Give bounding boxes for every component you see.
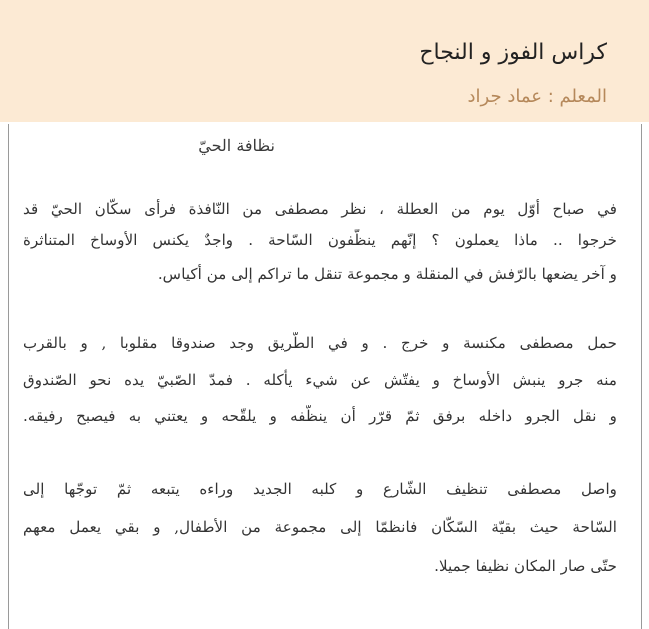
paragraph-1-line-3: و آخر يضعها بالرّفش في المنقلة و مجموعة تنقل ما تراكم إلى من أكياس.: [157, 265, 617, 283]
paragraph-2-line-3: و نقل الجرو داخله برفق ثمّ قرّر أن ينظّفه و يلقّحه و يعتني به فيصبح رفيقه.: [23, 407, 617, 425]
paragraph-2-line-2: منه جرو ينبش الأوساخ و يفتّش عن شيء يأكله . فمدّ الصّبيّ يده نحو الصّندوق: [23, 371, 617, 389]
paragraph-1-line-2: خرجوا .. ماذا يعملون ؟ إنّهم ينظّفون السّاحة . واجدٌ يكنس الأوساخ المتناثرة: [23, 231, 617, 249]
header-banner: [0, 0, 649, 122]
paragraph-3-line-3: حتّى صار المكان نظيفا جميلا.: [434, 557, 617, 575]
paragraph-3-line-2: السّاحة حيث بقيّة السّكّان فانظمّا إلى مجموعة من الأطفال, و بقي يعمل معهم: [23, 518, 617, 536]
course-title: كراس الفوز و النجاح: [419, 40, 607, 65]
teacher-name: المعلم : عماد جراد: [467, 86, 607, 107]
paragraph-2-line-1: حمل مصطفى مكنسة و خرج . و في الطّريق وجد صندوقا مقلوبا , و بالقرب: [23, 334, 617, 352]
paragraph-3-line-1: واصل مصطفى تنظيف الشّارع و كلبه الجديد وراءه يتبعه ثمّ توجّها إلى: [23, 480, 617, 498]
document-title: نظافة الحيّ: [198, 136, 275, 155]
paragraph-1-line-1: في صباح أوّل يوم من العطلة ، نظر مصطفى من النّافذة فرأى سكّان الحيّ قد: [23, 200, 617, 218]
scanned-document: [8, 124, 642, 629]
